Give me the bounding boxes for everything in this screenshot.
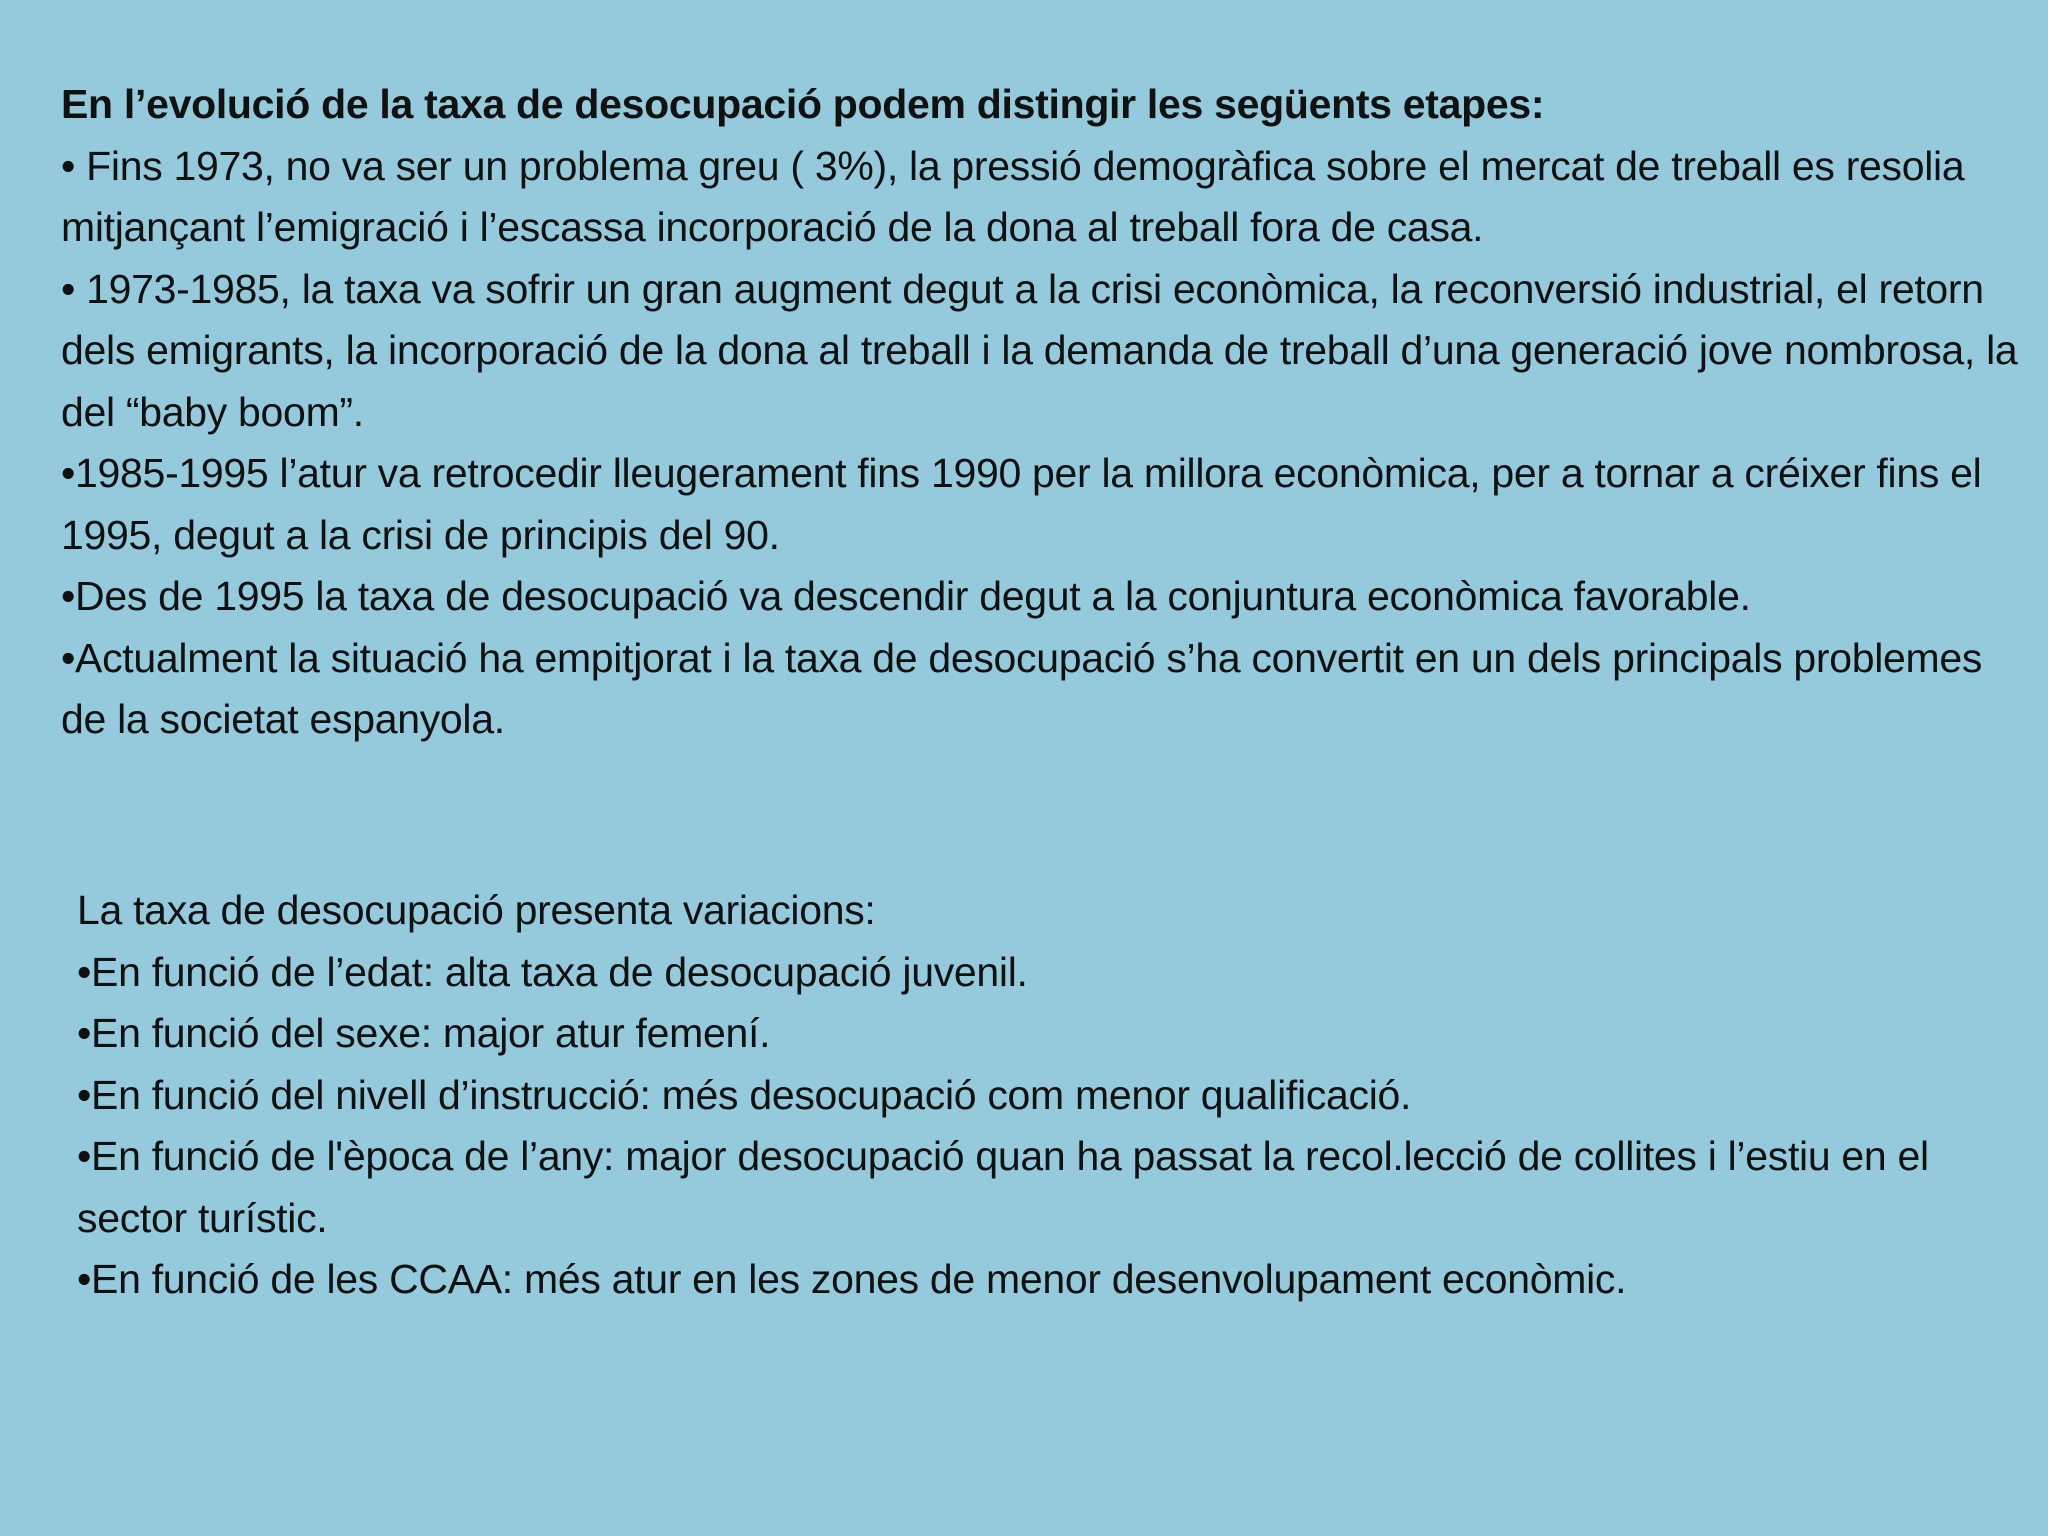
stage-item: • Fins 1973, no va ser un problema greu ( 3%), la pressió demogràfica sobre el mercat de treball es resolia mitjançant l’emigració i l’escassa incorporació de la dona al treball fora de casa.: [61, 142, 1965, 250]
stages-section: [61, 74, 2036, 751]
stage-item: • 1973-1985, la taxa va sofrir un gran augment degut a la crisi econòmica, la reconversió industrial, el retorn dels emigrants, la incorporació de la dona al treball i la demanda de treball d’una generació jove nombrosa, la del “baby boom”.: [61, 265, 2018, 435]
variation-item: •En funció de l’edat: alta taxa de desocupació juvenil.: [77, 948, 1028, 995]
stages-heading: En l’evolució de la taxa de desocupació podem distingir les següents etapes:: [61, 81, 1545, 127]
variations-intro: La taxa de desocupació presenta variacions:: [77, 887, 876, 933]
stage-item: •Des de 1995 la taxa de desocupació va descendir degut a la conjuntura econòmica favorable.: [61, 573, 1751, 619]
variations-section: [77, 880, 2017, 1311]
stage-item: •Actualment la situació ha empitjorat i la taxa de desocupació s’ha convertit en un dels principals problemes de la societat espanyola.: [61, 634, 1983, 742]
stage-item: •1985-1995 l’atur va retrocedir lleugerament fins 1990 per la millora econòmica, per a tornar a créixer fins el 1995, degut a la crisi de principis del 90.: [61, 450, 1982, 558]
variation-item: •En funció del nivell d’instrucció: més desocupació com menor qualificació.: [77, 1071, 1412, 1118]
variation-item: •En funció del sexe: major atur femení.: [77, 1010, 771, 1056]
variation-item: •En funció de l'època de l’any: major desocupació quan ha passat la recol.lecció de collites i l’estiu en el sector turístic.: [77, 1133, 1929, 1241]
variation-item: •En funció de les CCAA: més atur en les zones de menor desenvolupament econòmic.: [77, 1256, 1627, 1302]
